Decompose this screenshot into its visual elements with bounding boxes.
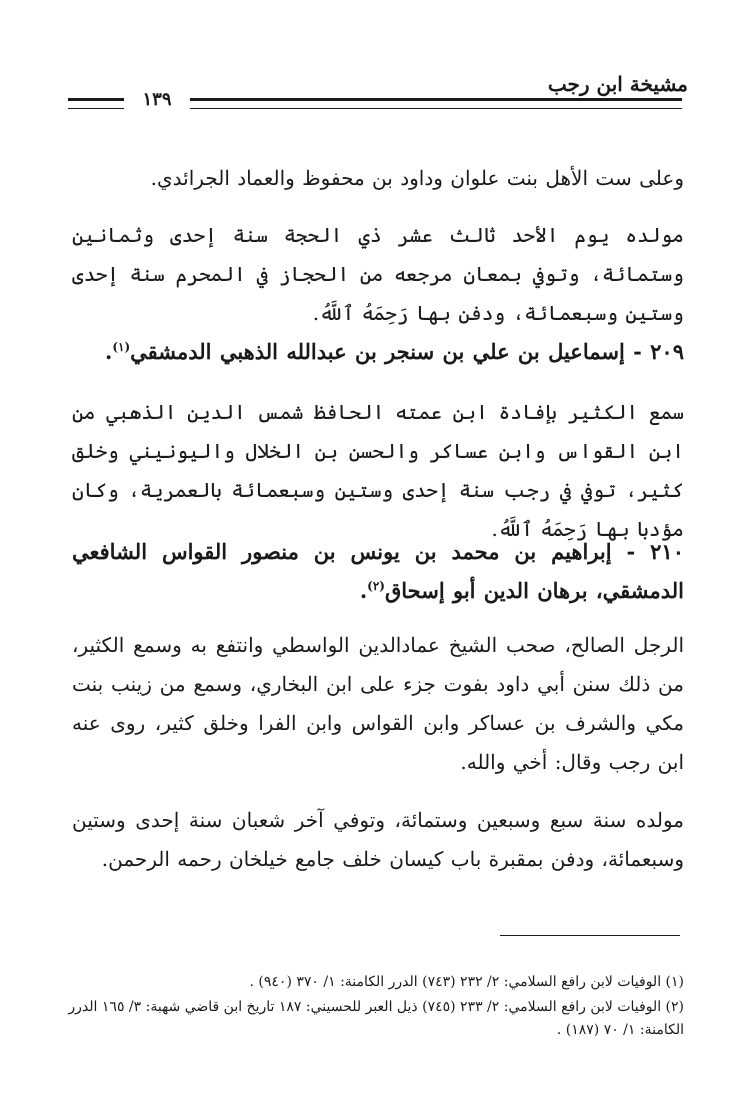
- entry-210-heading-end: .: [359, 578, 368, 603]
- paragraph-intro: وعلى ست الأهل بنت علوان وداود بن محفوظ والعماد الجرائدي.: [150, 166, 684, 190]
- paragraph-birth-death: مولده يوم الأحد ثالث عشر ذي الحجة سنة إحدى وثمانين وستمائة، وتوفي بمعان مرجعه من الحجاز في المحرم سنة إحدى وستين وسبعمائة، ودفن بها رَحِمَهُ ٱللَّهُ.: [72, 223, 684, 325]
- entry-209-heading-text: ٢٠٩ - إسماعيل بن علي بن سنجر بن عبدالله الذهبي الدمشقي: [130, 339, 684, 364]
- footnote-1: (١) الوفيات لابن رافع السلامي: ٢/ ٢٣٢ (٧٤٣) الدرر الكامنة: ١/ ٣٧٠ (٩٤٠) .: [249, 974, 684, 990]
- page-number: ١٣٩: [142, 89, 172, 110]
- entry-210-heading-text: ٢١٠ - إبراهيم بن محمد بن يونس بن منصور القواس الشافعي الدمشقي، برهان الدين أبو إسحاق: [72, 539, 684, 603]
- header-rule-left: [68, 98, 124, 109]
- footnote-ref-1[interactable]: (١): [112, 340, 131, 354]
- footnote-ref-2[interactable]: (٢): [367, 579, 385, 593]
- footnote-separator: [500, 935, 680, 936]
- header-rule-right: [190, 98, 682, 109]
- footnote-2: (٢) الوفيات لابن رافع السلامي: ٢/ ٢٣٣ (٧٤٥) ذيل العبر للحسيني: ١٨٧ تاريخ ابن قاضي شهبة: ٣/ ١٦٥ الدرر الكامنة: ١/ ٧٠ (١٨٧) .: [68, 999, 684, 1038]
- entry-209-heading-end: .: [105, 339, 113, 364]
- entry-209-heading: [72, 332, 684, 371]
- running-title: مشيخة ابن رجب: [547, 72, 688, 96]
- entry-209-text: سمع الكثير بإفادة ابن عمته الحافظ شمس الدين الذهبي من ابن القواس وابن عساكر والحسن بن الخلال واليونيني وخلق كثير، توفي في رجب سنة إحدى وستين وسبعمائة بالعمرية، وكان مؤدبا بها رَحِمَهُ ٱللَّهُ.: [72, 400, 684, 541]
- entry-210-heading: [72, 532, 684, 610]
- paragraph-death-210: مولده سنة سبع وسبعين وستمائة، وتوفي آخر شعبان سنة إحدى وستين وسبعمائة، ودفن بمقبرة باب كيسان خلف جامع خيلخان رحمه الرحمن.: [72, 808, 684, 871]
- entry-210-text: الرجل الصالح، صحب الشيخ عمادالدين الواسطي وانتفع به وسمع الكثير، من ذلك سنن أبي داود بفوت جزء على ابن البخاري، وسمع من زينب بنت مكي والشرف بن عساكر وابن القواس وابن الفرا وخلق كثير، روى عنه ابن رجب وقال: أخي والله.: [72, 633, 684, 774]
